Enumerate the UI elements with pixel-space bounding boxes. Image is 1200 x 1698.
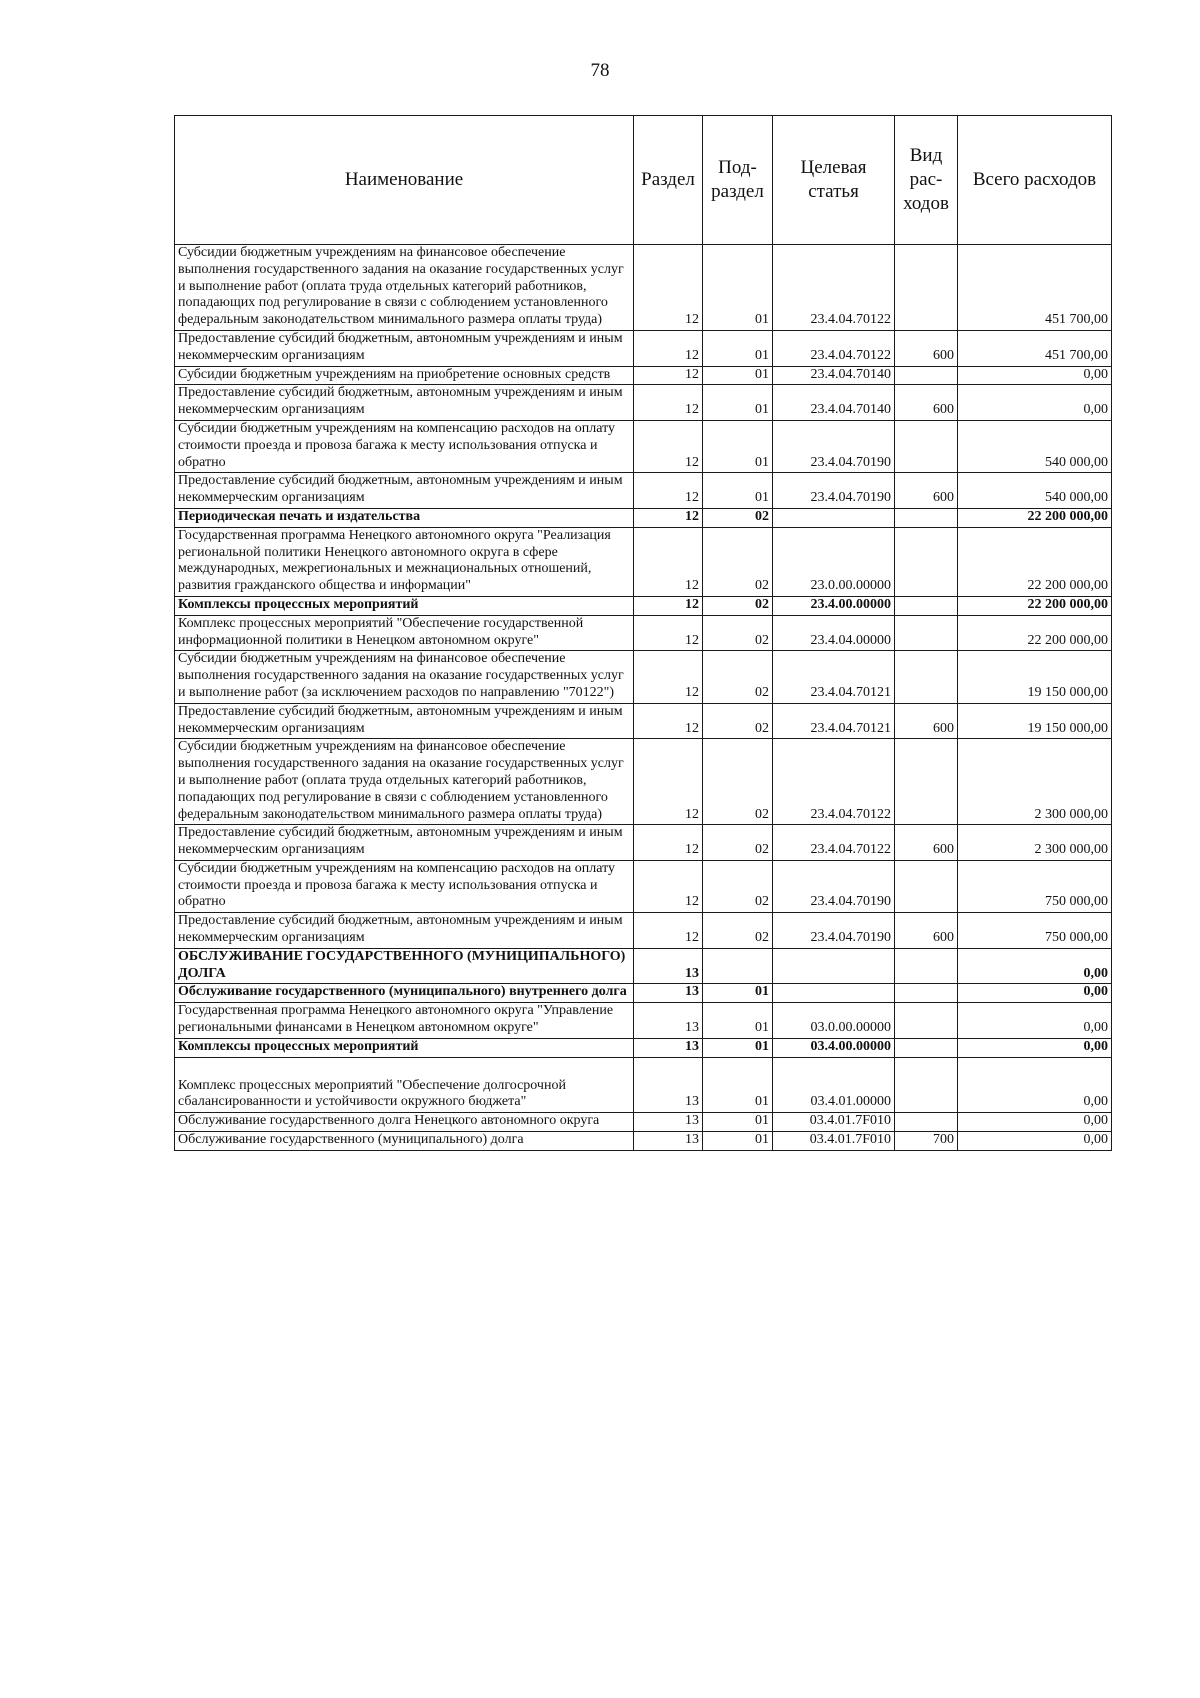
- cell-subsection: 01: [703, 1113, 773, 1132]
- table-row: [175, 596, 1112, 615]
- cell-subsection: 02: [703, 703, 773, 739]
- cell-section: 12: [634, 473, 703, 509]
- table-row: [175, 527, 1112, 596]
- cell-subsection: 01: [703, 1038, 773, 1057]
- cell-type: 600: [895, 913, 958, 949]
- cell-total: 22 200 000,00: [958, 596, 1112, 615]
- cell-subsection: 02: [703, 527, 773, 596]
- table-row: [175, 385, 1112, 421]
- table-row: [175, 366, 1112, 385]
- cell-section: 12: [634, 596, 703, 615]
- cell-section: 12: [634, 245, 703, 331]
- cell-section: 12: [634, 330, 703, 366]
- cell-name: Предоставление субсидий бюджетным, автономным учреждениям и иным некоммерческим организациям: [175, 473, 634, 509]
- cell-section: 12: [634, 703, 703, 739]
- cell-section: 13: [634, 1038, 703, 1057]
- table-row: [175, 420, 1112, 472]
- cell-name: Государственная программа Ненецкого автономного округа "Реализация региональной политики Ненецкого автономного округа в сфере международных, межрегиональных и межнациональных отношений, развития гражданского общества и информации": [175, 527, 634, 596]
- table-row: [175, 1038, 1112, 1057]
- table-row: [175, 615, 1112, 651]
- cell-type: [895, 527, 958, 596]
- cell-section: 13: [634, 1113, 703, 1132]
- cell-name: Комплекс процессных мероприятий "Обеспечение долгосрочной сбалансированности и устойчивости окружного бюджета": [175, 1057, 634, 1113]
- cell-total: 0,00: [958, 984, 1112, 1003]
- cell-total: 0,00: [958, 1113, 1112, 1132]
- cell-total: 451 700,00: [958, 330, 1112, 366]
- cell-total: 0,00: [958, 385, 1112, 421]
- cell-subsection: 02: [703, 739, 773, 825]
- cell-target: 23.4.04.70122: [773, 245, 895, 331]
- table-header-row: [175, 116, 1112, 245]
- cell-total: 2 300 000,00: [958, 825, 1112, 861]
- cell-section: 13: [634, 984, 703, 1003]
- cell-section: 13: [634, 1132, 703, 1151]
- cell-target: [773, 948, 895, 984]
- table-row: [175, 948, 1112, 984]
- cell-name: Комплексы процессных мероприятий: [175, 596, 634, 615]
- cell-subsection: 02: [703, 913, 773, 949]
- cell-type: 600: [895, 385, 958, 421]
- cell-name: Государственная программа Ненецкого автономного округа "Управление региональными финансами в Ненецком автономном округе": [175, 1003, 634, 1039]
- cell-subsection: 01: [703, 330, 773, 366]
- cell-name: Субсидии бюджетным учреждениям на финансовое обеспечение выполнения государственного задания на оказание государственных услуг и выполнение работ (за исключением расходов по направлению "70122"): [175, 651, 634, 703]
- cell-type: 600: [895, 703, 958, 739]
- cell-subsection: 01: [703, 420, 773, 472]
- cell-target: 23.4.04.70122: [773, 739, 895, 825]
- table-row: [175, 1113, 1112, 1132]
- cell-type: [895, 860, 958, 912]
- table-row: [175, 1003, 1112, 1039]
- table-row: [175, 245, 1112, 331]
- table-row: [175, 508, 1112, 527]
- header-total: Всего расходов: [958, 116, 1112, 245]
- cell-name: Предоставление субсидий бюджетным, автономным учреждениям и иным некоммерческим организациям: [175, 330, 634, 366]
- cell-target: 23.4.04.70190: [773, 860, 895, 912]
- cell-type: 600: [895, 825, 958, 861]
- table-row: [175, 913, 1112, 949]
- cell-total: 540 000,00: [958, 473, 1112, 509]
- cell-target: 23.4.00.00000: [773, 596, 895, 615]
- cell-target: [773, 984, 895, 1003]
- cell-subsection: 02: [703, 596, 773, 615]
- table-row: [175, 825, 1112, 861]
- header-target: Целевая статья: [773, 116, 895, 245]
- cell-target: 23.4.04.70140: [773, 366, 895, 385]
- cell-subsection: 01: [703, 366, 773, 385]
- cell-target: 03.4.01.7F010: [773, 1132, 895, 1151]
- cell-target: 03.0.00.00000: [773, 1003, 895, 1039]
- cell-section: 12: [634, 615, 703, 651]
- cell-section: 12: [634, 651, 703, 703]
- cell-total: 750 000,00: [958, 913, 1112, 949]
- cell-target: 23.4.04.70190: [773, 473, 895, 509]
- header-name: Наименование: [175, 116, 634, 245]
- cell-name: Обслуживание государственного (муниципального) долга: [175, 1132, 634, 1151]
- cell-type: [895, 1113, 958, 1132]
- cell-target: 03.4.01.00000: [773, 1057, 895, 1113]
- cell-subsection: 01: [703, 1057, 773, 1113]
- cell-subsection: 02: [703, 860, 773, 912]
- table-row: [175, 1057, 1112, 1113]
- cell-section: 12: [634, 385, 703, 421]
- cell-target: 23.4.04.70122: [773, 330, 895, 366]
- cell-total: 0,00: [958, 948, 1112, 984]
- cell-name: Обслуживание государственного (муниципального) внутреннего долга: [175, 984, 634, 1003]
- table-body: [175, 245, 1112, 1151]
- table-row: [175, 330, 1112, 366]
- cell-name: Обслуживание государственного долга Ненецкого автономного округа: [175, 1113, 634, 1132]
- table-row: [175, 1132, 1112, 1151]
- cell-type: [895, 596, 958, 615]
- cell-total: 0,00: [958, 1057, 1112, 1113]
- cell-name: Предоставление субсидий бюджетным, автономным учреждениям и иным некоммерческим организациям: [175, 385, 634, 421]
- cell-type: [895, 245, 958, 331]
- budget-table: [174, 115, 1112, 1151]
- cell-target: 23.4.04.70121: [773, 703, 895, 739]
- cell-total: 540 000,00: [958, 420, 1112, 472]
- cell-target: 23.4.04.70190: [773, 420, 895, 472]
- cell-section: 12: [634, 420, 703, 472]
- cell-section: 12: [634, 739, 703, 825]
- cell-target: 03.4.00.00000: [773, 1038, 895, 1057]
- cell-name: Предоставление субсидий бюджетным, автономным учреждениям и иным некоммерческим организациям: [175, 913, 634, 949]
- cell-name: Комплекс процессных мероприятий "Обеспечение государственной информационной политики в Ненецком автономном округе": [175, 615, 634, 651]
- cell-subsection: [703, 948, 773, 984]
- cell-type: [895, 615, 958, 651]
- cell-name: Периодическая печать и издательства: [175, 508, 634, 527]
- table-row: [175, 739, 1112, 825]
- cell-section: 12: [634, 825, 703, 861]
- cell-target: 23.4.04.70121: [773, 651, 895, 703]
- header-subsection: Под- раздел: [703, 116, 773, 245]
- cell-subsection: 01: [703, 385, 773, 421]
- cell-type: [895, 1038, 958, 1057]
- cell-type: [895, 1003, 958, 1039]
- cell-total: 451 700,00: [958, 245, 1112, 331]
- cell-section: 12: [634, 508, 703, 527]
- cell-total: 2 300 000,00: [958, 739, 1112, 825]
- cell-type: 600: [895, 473, 958, 509]
- cell-type: [895, 984, 958, 1003]
- cell-subsection: 01: [703, 245, 773, 331]
- cell-subsection: 01: [703, 984, 773, 1003]
- cell-name: Предоставление субсидий бюджетным, автономным учреждениям и иным некоммерческим организациям: [175, 703, 634, 739]
- cell-target: 23.0.00.00000: [773, 527, 895, 596]
- table-row: [175, 473, 1112, 509]
- cell-type: [895, 739, 958, 825]
- cell-subsection: 02: [703, 615, 773, 651]
- cell-type: [895, 420, 958, 472]
- cell-total: 22 200 000,00: [958, 508, 1112, 527]
- cell-total: 0,00: [958, 366, 1112, 385]
- cell-type: [895, 1057, 958, 1113]
- cell-section: 12: [634, 860, 703, 912]
- cell-subsection: 02: [703, 825, 773, 861]
- cell-total: 19 150 000,00: [958, 651, 1112, 703]
- cell-subsection: 01: [703, 1003, 773, 1039]
- cell-total: 0,00: [958, 1003, 1112, 1039]
- cell-target: 03.4.01.7F010: [773, 1113, 895, 1132]
- table-row: [175, 860, 1112, 912]
- cell-target: 23.4.04.70190: [773, 913, 895, 949]
- cell-name: Субсидии бюджетным учреждениям на приобретение основных средств: [175, 366, 634, 385]
- cell-section: 13: [634, 1057, 703, 1113]
- cell-type: [895, 948, 958, 984]
- cell-subsection: 01: [703, 473, 773, 509]
- page-number: 78: [590, 60, 610, 81]
- cell-total: 0,00: [958, 1132, 1112, 1151]
- cell-total: 22 200 000,00: [958, 527, 1112, 596]
- cell-target: [773, 508, 895, 527]
- cell-name: Предоставление субсидий бюджетным, автономным учреждениям и иным некоммерческим организациям: [175, 825, 634, 861]
- cell-type: 600: [895, 330, 958, 366]
- cell-section: 12: [634, 913, 703, 949]
- cell-type: 700: [895, 1132, 958, 1151]
- cell-subsection: 02: [703, 651, 773, 703]
- cell-subsection: 01: [703, 1132, 773, 1151]
- cell-total: 22 200 000,00: [958, 615, 1112, 651]
- header-type: Вид рас- ходов: [895, 116, 958, 245]
- cell-section: 13: [634, 1003, 703, 1039]
- table-row: [175, 651, 1112, 703]
- cell-subsection: 02: [703, 508, 773, 527]
- cell-type: [895, 651, 958, 703]
- cell-name: ОБСЛУЖИВАНИЕ ГОСУДАРСТВЕННОГО (МУНИЦИПАЛЬНОГО) ДОЛГА: [175, 948, 634, 984]
- cell-name: Субсидии бюджетным учреждениям на финансовое обеспечение выполнения государственного задания на оказание государственных услуг и выполнение работ (оплата труда отдельных категорий работников, попадающих под регулирование в связи с соблюдением установленного федеральным законодательством минимального размера оплаты труда): [175, 245, 634, 331]
- cell-section: 12: [634, 527, 703, 596]
- header-section: Раздел: [634, 116, 703, 245]
- cell-section: 12: [634, 366, 703, 385]
- cell-name: Субсидии бюджетным учреждениям на компенсацию расходов на оплату стоимости проезда и провоза багажа к месту использования отпуска и обратно: [175, 420, 634, 472]
- cell-name: Субсидии бюджетным учреждениям на компенсацию расходов на оплату стоимости проезда и провоза багажа к месту использования отпуска и обратно: [175, 860, 634, 912]
- table-row: [175, 984, 1112, 1003]
- cell-total: 750 000,00: [958, 860, 1112, 912]
- table-row: [175, 703, 1112, 739]
- cell-target: 23.4.04.70140: [773, 385, 895, 421]
- cell-target: 23.4.04.00000: [773, 615, 895, 651]
- cell-total: 0,00: [958, 1038, 1112, 1057]
- cell-total: 19 150 000,00: [958, 703, 1112, 739]
- cell-section: 13: [634, 948, 703, 984]
- cell-target: 23.4.04.70122: [773, 825, 895, 861]
- cell-name: Комплексы процессных мероприятий: [175, 1038, 634, 1057]
- cell-name: Субсидии бюджетным учреждениям на финансовое обеспечение выполнения государственного задания на оказание государственных услуг и выполнение работ (оплата труда отдельных категорий работников, попадающих под регулирование в связи с соблюдением установленного федеральным законодательством минимального размера оплаты труда): [175, 739, 634, 825]
- cell-type: [895, 508, 958, 527]
- cell-type: [895, 366, 958, 385]
